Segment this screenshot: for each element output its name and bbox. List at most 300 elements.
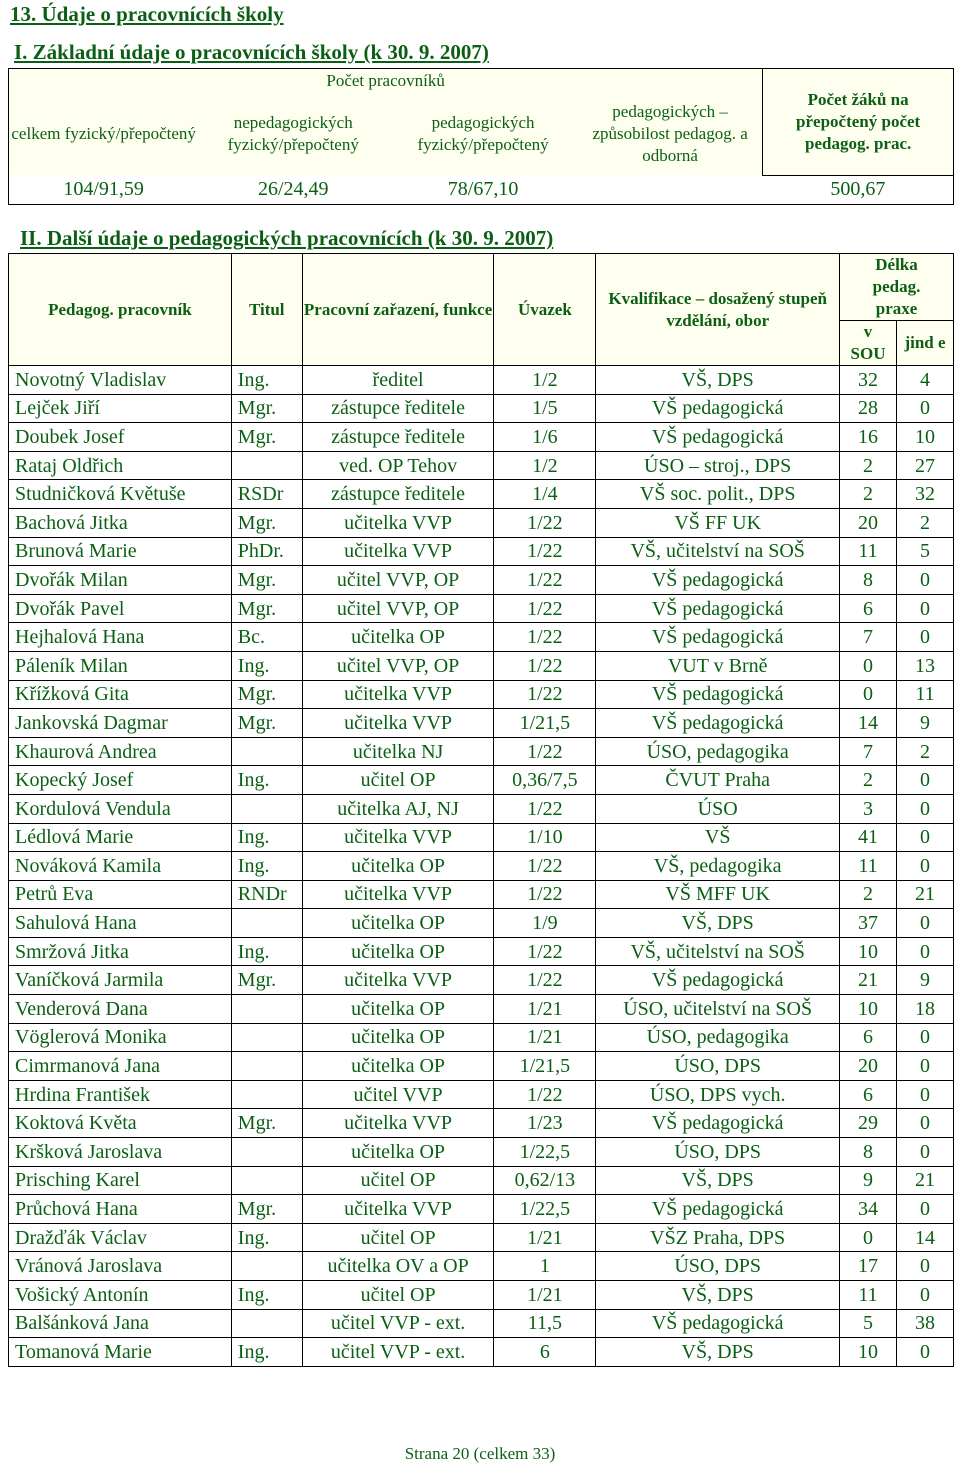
cell-zarazeni: učitelka OP xyxy=(302,1023,494,1052)
cell-titul: Ing. xyxy=(231,651,302,680)
cell-v-sou: 32 xyxy=(840,366,897,395)
table-row xyxy=(9,909,954,938)
cell-kvalifikace: ÚSO xyxy=(596,794,840,823)
cell-jinde: 0 xyxy=(897,1138,954,1167)
cell-v-sou: 37 xyxy=(840,909,897,938)
cell-pracovnik: Rataj Oldřich xyxy=(9,451,232,480)
cell-jinde: 13 xyxy=(897,651,954,680)
cell-jinde: 0 xyxy=(897,1080,954,1109)
cell-uvazek: 1/5 xyxy=(494,394,596,423)
cell-zarazeni: učitel VVP - ext. xyxy=(302,1309,494,1338)
cell-uvazek: 1/22,5 xyxy=(494,1195,596,1224)
cell-zarazeni: učitelka OP xyxy=(302,623,494,652)
cell-titul: Mgr. xyxy=(231,566,302,595)
cell-pracovnik: Bachová Jitka xyxy=(9,508,232,537)
cell-pracovnik: Khaurová Andrea xyxy=(9,737,232,766)
table-row xyxy=(9,995,954,1024)
cell-zarazeni: učitelka OP xyxy=(302,909,494,938)
cell-kvalifikace: VŠ pedagogická xyxy=(596,594,840,623)
cell-pracovnik: Křížková Gita xyxy=(9,680,232,709)
table-row xyxy=(9,1052,954,1081)
cell-zarazeni: učitelka OP xyxy=(302,852,494,881)
cell-v-sou: 3 xyxy=(840,794,897,823)
cell-pracovnik: Jankovská Dagmar xyxy=(9,709,232,738)
part1-title: I. Základní údaje o pracovnících školy (k 30. 9. 2007) xyxy=(14,40,489,64)
cell-titul xyxy=(231,1023,302,1052)
table-row xyxy=(9,1195,954,1224)
table-row xyxy=(9,480,954,509)
cell-pracovnik: Smržová Jitka xyxy=(9,937,232,966)
cell-pracovnik: Lédlová Marie xyxy=(9,823,232,852)
table-row xyxy=(9,594,954,623)
cell-v-sou: 10 xyxy=(840,995,897,1024)
cell-v-sou: 11 xyxy=(840,852,897,881)
cell-v-sou: 8 xyxy=(840,1138,897,1167)
cell-kvalifikace: VŠ xyxy=(596,823,840,852)
section-title: 13. Údaje o pracovnících školy xyxy=(10,2,284,26)
cell-v-sou: 2 xyxy=(840,451,897,480)
cell-pracovnik: Studničková Květuše xyxy=(9,480,232,509)
cell-jinde: 11 xyxy=(897,680,954,709)
table-row xyxy=(9,1166,954,1195)
table-row xyxy=(9,651,954,680)
cell-kvalifikace: VŠ pedagogická xyxy=(596,423,840,452)
cell-jinde: 0 xyxy=(897,794,954,823)
cell-pracovnik: Nováková Kamila xyxy=(9,852,232,881)
cell-titul: Mgr. xyxy=(231,680,302,709)
cell-pracovnik: Vošický Antonín xyxy=(9,1281,232,1310)
cell-pracovnik: Kordulová Vendula xyxy=(9,794,232,823)
cell-jinde: 0 xyxy=(897,1023,954,1052)
cell-uvazek: 1/21 xyxy=(494,1023,596,1052)
cell-uvazek: 1/6 xyxy=(494,423,596,452)
table-row xyxy=(9,1309,954,1338)
cell-titul: Ing. xyxy=(231,766,302,795)
cell-zarazeni: učitel OP xyxy=(302,1166,494,1195)
cell-titul: Mgr. xyxy=(231,966,302,995)
cell-jinde: 0 xyxy=(897,766,954,795)
table-row xyxy=(9,823,954,852)
cell-zarazeni: učitelka VVP xyxy=(302,966,494,995)
cell-jinde: 0 xyxy=(897,1052,954,1081)
cell-v-sou: 0 xyxy=(840,651,897,680)
cell-uvazek: 1/22 xyxy=(494,680,596,709)
cell-zarazeni: učitelka VVP xyxy=(302,537,494,566)
cell-titul xyxy=(231,737,302,766)
cell-uvazek: 1/22 xyxy=(494,566,596,595)
cell-pracovnik: Hrdina František xyxy=(9,1080,232,1109)
cell-kvalifikace: VŠ, učitelství na SOŠ xyxy=(596,537,840,566)
cell-titul xyxy=(231,909,302,938)
header-zarazeni: Pracovní zařazení, funkce xyxy=(302,254,494,366)
cell-jinde: 0 xyxy=(897,823,954,852)
table-row xyxy=(9,1138,954,1167)
cell-v-sou: 7 xyxy=(840,737,897,766)
cell-kvalifikace: ČVUT Praha xyxy=(596,766,840,795)
cell-pracovnik: Doubek Josef xyxy=(9,423,232,452)
cell-titul: Mgr. xyxy=(231,1109,302,1138)
header-pocet-pracovniku: Počet pracovníků xyxy=(9,69,763,94)
cell-pracovnik: Sahulová Hana xyxy=(9,909,232,938)
cell-v-sou: 11 xyxy=(840,1281,897,1310)
table-row xyxy=(9,880,954,909)
table-row xyxy=(9,1080,954,1109)
table-row xyxy=(9,680,954,709)
cell-pracovnik: Vránová Jaroslava xyxy=(9,1252,232,1281)
cell-pracovnik: Koktová Květa xyxy=(9,1109,232,1138)
cell-titul: Mgr. xyxy=(231,594,302,623)
cell-jinde: 18 xyxy=(897,995,954,1024)
cell-v-sou: 0 xyxy=(840,1223,897,1252)
cell-v-sou: 5 xyxy=(840,1309,897,1338)
cell-v-sou: 6 xyxy=(840,1080,897,1109)
header-pracovnik: Pedagog. pracovník xyxy=(9,254,232,366)
cell-zarazeni: učitelka VVP xyxy=(302,823,494,852)
cell-kvalifikace: VŠ FF UK xyxy=(596,508,840,537)
cell-uvazek: 1/22 xyxy=(494,737,596,766)
table-row xyxy=(9,966,954,995)
cell-kvalifikace: VŠ pedagogická xyxy=(596,566,840,595)
cell-titul: Bc. xyxy=(231,623,302,652)
cell-jinde: 27 xyxy=(897,451,954,480)
cell-kvalifikace: VŠ soc. polit., DPS xyxy=(596,480,840,509)
cell-v-sou: 11 xyxy=(840,537,897,566)
cell-pracovnik: Dvořák Pavel xyxy=(9,594,232,623)
cell-zarazeni: učitelka OP xyxy=(302,1138,494,1167)
table-row xyxy=(9,1281,954,1310)
cell-pracovnik: Páleník Milan xyxy=(9,651,232,680)
cell-kvalifikace: VŠ pedagogická xyxy=(596,709,840,738)
cell-jinde: 38 xyxy=(897,1309,954,1338)
cell-v-sou: 29 xyxy=(840,1109,897,1138)
cell-zarazeni: učitelka VVP xyxy=(302,709,494,738)
cell-pracovnik: Dvořák Milan xyxy=(9,566,232,595)
table-row xyxy=(9,1109,954,1138)
cell-zarazeni: učitel VVP, OP xyxy=(302,566,494,595)
cell-jinde: 0 xyxy=(897,1252,954,1281)
staff-summary-table xyxy=(8,68,954,205)
cell-v-sou: 21 xyxy=(840,966,897,995)
cell-uvazek: 1/22,5 xyxy=(494,1138,596,1167)
cell-uvazek: 1/22 xyxy=(494,1080,596,1109)
cell-v-sou: 10 xyxy=(840,1338,897,1367)
cell-uvazek: 1/21 xyxy=(494,995,596,1024)
cell-kvalifikace: ÚSO, DPS xyxy=(596,1052,840,1081)
value-celkem: 104/91,59 xyxy=(9,175,199,204)
cell-uvazek: 0,36/7,5 xyxy=(494,766,596,795)
cell-kvalifikace: ÚSO, DPS xyxy=(596,1138,840,1167)
cell-v-sou: 2 xyxy=(840,766,897,795)
cell-kvalifikace: VŠ pedagogická xyxy=(596,1195,840,1224)
cell-kvalifikace: VŠ, DPS xyxy=(596,366,840,395)
table-row xyxy=(9,1338,954,1367)
cell-uvazek: 1/2 xyxy=(494,451,596,480)
cell-titul xyxy=(231,995,302,1024)
cell-jinde: 5 xyxy=(897,537,954,566)
cell-jinde: 9 xyxy=(897,966,954,995)
cell-titul: Mgr. xyxy=(231,709,302,738)
cell-v-sou: 6 xyxy=(840,594,897,623)
cell-zarazeni: ředitel xyxy=(302,366,494,395)
cell-zarazeni: učitelka NJ xyxy=(302,737,494,766)
cell-uvazek: 1/10 xyxy=(494,823,596,852)
cell-kvalifikace: VUT v Brně xyxy=(596,651,840,680)
table-row xyxy=(9,937,954,966)
cell-titul: Mgr. xyxy=(231,508,302,537)
table-row xyxy=(9,1252,954,1281)
cell-jinde: 0 xyxy=(897,909,954,938)
cell-jinde: 0 xyxy=(897,623,954,652)
cell-uvazek: 1/21 xyxy=(494,1281,596,1310)
cell-zarazeni: učitelka OV a OP xyxy=(302,1252,494,1281)
cell-jinde: 0 xyxy=(897,1338,954,1367)
cell-kvalifikace: VŠ, DPS xyxy=(596,1281,840,1310)
cell-pracovnik: Hejhalová Hana xyxy=(9,623,232,652)
cell-titul: Ing. xyxy=(231,937,302,966)
cell-v-sou: 34 xyxy=(840,1195,897,1224)
cell-pracovnik: Dražďák Václav xyxy=(9,1223,232,1252)
cell-jinde: 32 xyxy=(897,480,954,509)
cell-uvazek: 1/22 xyxy=(494,937,596,966)
cell-v-sou: 16 xyxy=(840,423,897,452)
cell-v-sou: 8 xyxy=(840,566,897,595)
cell-jinde: 0 xyxy=(897,594,954,623)
cell-zarazeni: učitel VVP, OP xyxy=(302,651,494,680)
cell-jinde: 2 xyxy=(897,508,954,537)
cell-titul xyxy=(231,1080,302,1109)
cell-zarazeni: učitelka VVP xyxy=(302,508,494,537)
cell-uvazek: 1/22 xyxy=(494,623,596,652)
cell-uvazek: 6 xyxy=(494,1338,596,1367)
cell-kvalifikace: ÚSO – stroj., DPS xyxy=(596,451,840,480)
cell-titul: Ing. xyxy=(231,852,302,881)
cell-zarazeni: učitelka OP xyxy=(302,1052,494,1081)
cell-zarazeni: učitel VVP xyxy=(302,1080,494,1109)
cell-kvalifikace: VŠ pedagogická xyxy=(596,394,840,423)
cell-zarazeni: učitelka OP xyxy=(302,995,494,1024)
cell-v-sou: 7 xyxy=(840,623,897,652)
cell-titul: Ing. xyxy=(231,1281,302,1310)
cell-kvalifikace: VŠ pedagogická xyxy=(596,1309,840,1338)
value-pedagogickych: 78/67,10 xyxy=(388,175,578,204)
table-row xyxy=(9,451,954,480)
cell-zarazeni: zástupce ředitele xyxy=(302,394,494,423)
cell-kvalifikace: VŠ pedagogická xyxy=(596,1109,840,1138)
cell-zarazeni: učitel OP xyxy=(302,1281,494,1310)
cell-uvazek: 1/22 xyxy=(494,594,596,623)
cell-uvazek: 1/23 xyxy=(494,1109,596,1138)
cell-v-sou: 2 xyxy=(840,880,897,909)
cell-kvalifikace: VŠ, DPS xyxy=(596,909,840,938)
cell-zarazeni: zástupce ředitele xyxy=(302,480,494,509)
header-kvalifikace: Kvalifikace – dosažený stupeň vzdělání, obor xyxy=(596,254,840,366)
part2-title: II. Další údaje o pedagogických pracovnících (k 30. 9. 2007) xyxy=(20,226,554,250)
cell-v-sou: 20 xyxy=(840,508,897,537)
cell-titul: Ing. xyxy=(231,1338,302,1367)
header-v-sou: v SOU xyxy=(840,321,897,366)
cell-kvalifikace: ÚSO, DPS xyxy=(596,1252,840,1281)
cell-v-sou: 28 xyxy=(840,394,897,423)
cell-uvazek: 1/9 xyxy=(494,909,596,938)
cell-zarazeni: učitelka VVP xyxy=(302,1195,494,1224)
cell-jinde: 0 xyxy=(897,1109,954,1138)
cell-kvalifikace: VŠ, DPS xyxy=(596,1338,840,1367)
cell-jinde: 2 xyxy=(897,737,954,766)
cell-zarazeni: zástupce ředitele xyxy=(302,423,494,452)
cell-uvazek: 1/21,5 xyxy=(494,1052,596,1081)
cell-jinde: 0 xyxy=(897,1281,954,1310)
cell-jinde: 14 xyxy=(897,1223,954,1252)
cell-zarazeni: učitelka OP xyxy=(302,937,494,966)
cell-kvalifikace: VŠZ Praha, DPS xyxy=(596,1223,840,1252)
cell-uvazek: 1/22 xyxy=(494,508,596,537)
cell-titul: Ing. xyxy=(231,823,302,852)
cell-jinde: 21 xyxy=(897,880,954,909)
cell-pracovnik: Kopecký Josef xyxy=(9,766,232,795)
cell-jinde: 10 xyxy=(897,423,954,452)
header-delka-praxe: Délka pedag. praxe xyxy=(840,254,954,321)
cell-uvazek: 1/22 xyxy=(494,852,596,881)
cell-v-sou: 9 xyxy=(840,1166,897,1195)
header-pedagogickych-zpusobilost: pedagogických – způsobilost pedagog. a odborná xyxy=(578,93,763,175)
cell-pracovnik: Venderová Dana xyxy=(9,995,232,1024)
cell-titul xyxy=(231,1309,302,1338)
header-zaci-na-pedagoga: Počet žáků na přepočtený počet pedagog. prac. xyxy=(763,69,954,176)
cell-jinde: 0 xyxy=(897,937,954,966)
cell-uvazek: 1/21 xyxy=(494,1223,596,1252)
cell-kvalifikace: ÚSO, pedagogika xyxy=(596,1023,840,1052)
page-footer: Strana 20 (celkem 33) xyxy=(404,1444,556,1463)
cell-pracovnik: Tomanová Marie xyxy=(9,1338,232,1367)
cell-titul: PhDr. xyxy=(231,537,302,566)
cell-pracovnik: Balšánková Jana xyxy=(9,1309,232,1338)
cell-kvalifikace: VŠ pedagogická xyxy=(596,966,840,995)
value-nepedagogickych: 26/24,49 xyxy=(198,175,388,204)
table-row xyxy=(9,623,954,652)
cell-titul: Ing. xyxy=(231,366,302,395)
cell-titul xyxy=(231,1052,302,1081)
table-row xyxy=(9,366,954,395)
cell-uvazek: 11,5 xyxy=(494,1309,596,1338)
cell-v-sou: 41 xyxy=(840,823,897,852)
table-row xyxy=(9,766,954,795)
cell-titul: Mgr. xyxy=(231,423,302,452)
cell-uvazek: 1/21,5 xyxy=(494,709,596,738)
cell-jinde: 21 xyxy=(897,1166,954,1195)
cell-pracovnik: Novotný Vladislav xyxy=(9,366,232,395)
cell-zarazeni: učitel VVP - ext. xyxy=(302,1338,494,1367)
header-jinde: jind e xyxy=(897,321,954,366)
cell-pracovnik: Lejček Jiří xyxy=(9,394,232,423)
cell-v-sou: 20 xyxy=(840,1052,897,1081)
cell-uvazek: 1/4 xyxy=(494,480,596,509)
cell-kvalifikace: VŠ MFF UK xyxy=(596,880,840,909)
cell-kvalifikace: VŠ pedagogická xyxy=(596,680,840,709)
cell-titul: RNDr xyxy=(231,880,302,909)
cell-uvazek: 0,62/13 xyxy=(494,1166,596,1195)
cell-zarazeni: ved. OP Tehov xyxy=(302,451,494,480)
table-row xyxy=(9,794,954,823)
cell-v-sou: 10 xyxy=(840,937,897,966)
cell-jinde: 9 xyxy=(897,709,954,738)
cell-jinde: 0 xyxy=(897,566,954,595)
cell-zarazeni: učitelka VVP xyxy=(302,1109,494,1138)
cell-kvalifikace: ÚSO, pedagogika xyxy=(596,737,840,766)
header-celkem: celkem fyzický/přepočtený xyxy=(9,93,199,175)
cell-pracovnik: Brunová Marie xyxy=(9,537,232,566)
value-pedagogickych-zpusobilost xyxy=(578,175,763,204)
cell-titul xyxy=(231,794,302,823)
cell-kvalifikace: VŠ, DPS xyxy=(596,1166,840,1195)
table-row xyxy=(9,508,954,537)
cell-pracovnik: Kršková Jaroslava xyxy=(9,1138,232,1167)
table-row xyxy=(9,852,954,881)
cell-titul xyxy=(231,1252,302,1281)
cell-jinde: 0 xyxy=(897,1195,954,1224)
cell-pracovnik: Vaníčková Jarmila xyxy=(9,966,232,995)
cell-zarazeni: učitelka VVP xyxy=(302,880,494,909)
cell-pracovnik: Cimrmanová Jana xyxy=(9,1052,232,1081)
cell-v-sou: 17 xyxy=(840,1252,897,1281)
table-row xyxy=(9,394,954,423)
cell-v-sou: 2 xyxy=(840,480,897,509)
table-row xyxy=(9,1023,954,1052)
cell-v-sou: 0 xyxy=(840,680,897,709)
cell-pracovnik: Průchová Hana xyxy=(9,1195,232,1224)
cell-jinde: 0 xyxy=(897,394,954,423)
cell-uvazek: 1/22 xyxy=(494,794,596,823)
cell-pracovnik: Petrů Eva xyxy=(9,880,232,909)
cell-kvalifikace: VŠ, učitelství na SOŠ xyxy=(596,937,840,966)
cell-zarazeni: učitelka AJ, NJ xyxy=(302,794,494,823)
table-row xyxy=(9,709,954,738)
cell-zarazeni: učitel OP xyxy=(302,766,494,795)
cell-kvalifikace: ÚSO, DPS vych. xyxy=(596,1080,840,1109)
table-row xyxy=(9,537,954,566)
cell-titul: Ing. xyxy=(231,1223,302,1252)
cell-v-sou: 6 xyxy=(840,1023,897,1052)
cell-pracovnik: Prisching Karel xyxy=(9,1166,232,1195)
header-titul: Titul xyxy=(231,254,302,366)
cell-kvalifikace: ÚSO, učitelství na SOŠ xyxy=(596,995,840,1024)
table-row xyxy=(9,737,954,766)
cell-titul xyxy=(231,1166,302,1195)
table-row xyxy=(9,423,954,452)
value-zaci-na-pedagoga: 500,67 xyxy=(763,175,954,204)
header-nepedagogickych: nepedagogických fyzický/přepočtený xyxy=(198,93,388,175)
cell-kvalifikace: VŠ pedagogická xyxy=(596,623,840,652)
cell-jinde: 4 xyxy=(897,366,954,395)
cell-titul xyxy=(231,451,302,480)
cell-uvazek: 1/2 xyxy=(494,366,596,395)
header-uvazek: Úvazek xyxy=(494,254,596,366)
cell-kvalifikace: VŠ, pedagogika xyxy=(596,852,840,881)
cell-jinde: 0 xyxy=(897,852,954,881)
cell-zarazeni: učitelka VVP xyxy=(302,680,494,709)
cell-zarazeni: učitel OP xyxy=(302,1223,494,1252)
header-pedagogickych: pedagogických fyzický/přepočtený xyxy=(388,93,578,175)
cell-titul: Mgr. xyxy=(231,394,302,423)
table-row xyxy=(9,1223,954,1252)
cell-titul: RSDr xyxy=(231,480,302,509)
cell-uvazek: 1/22 xyxy=(494,651,596,680)
cell-uvazek: 1/22 xyxy=(494,880,596,909)
cell-titul: Mgr. xyxy=(231,1195,302,1224)
table-row xyxy=(9,566,954,595)
cell-uvazek: 1 xyxy=(494,1252,596,1281)
cell-uvazek: 1/22 xyxy=(494,966,596,995)
cell-uvazek: 1/22 xyxy=(494,537,596,566)
